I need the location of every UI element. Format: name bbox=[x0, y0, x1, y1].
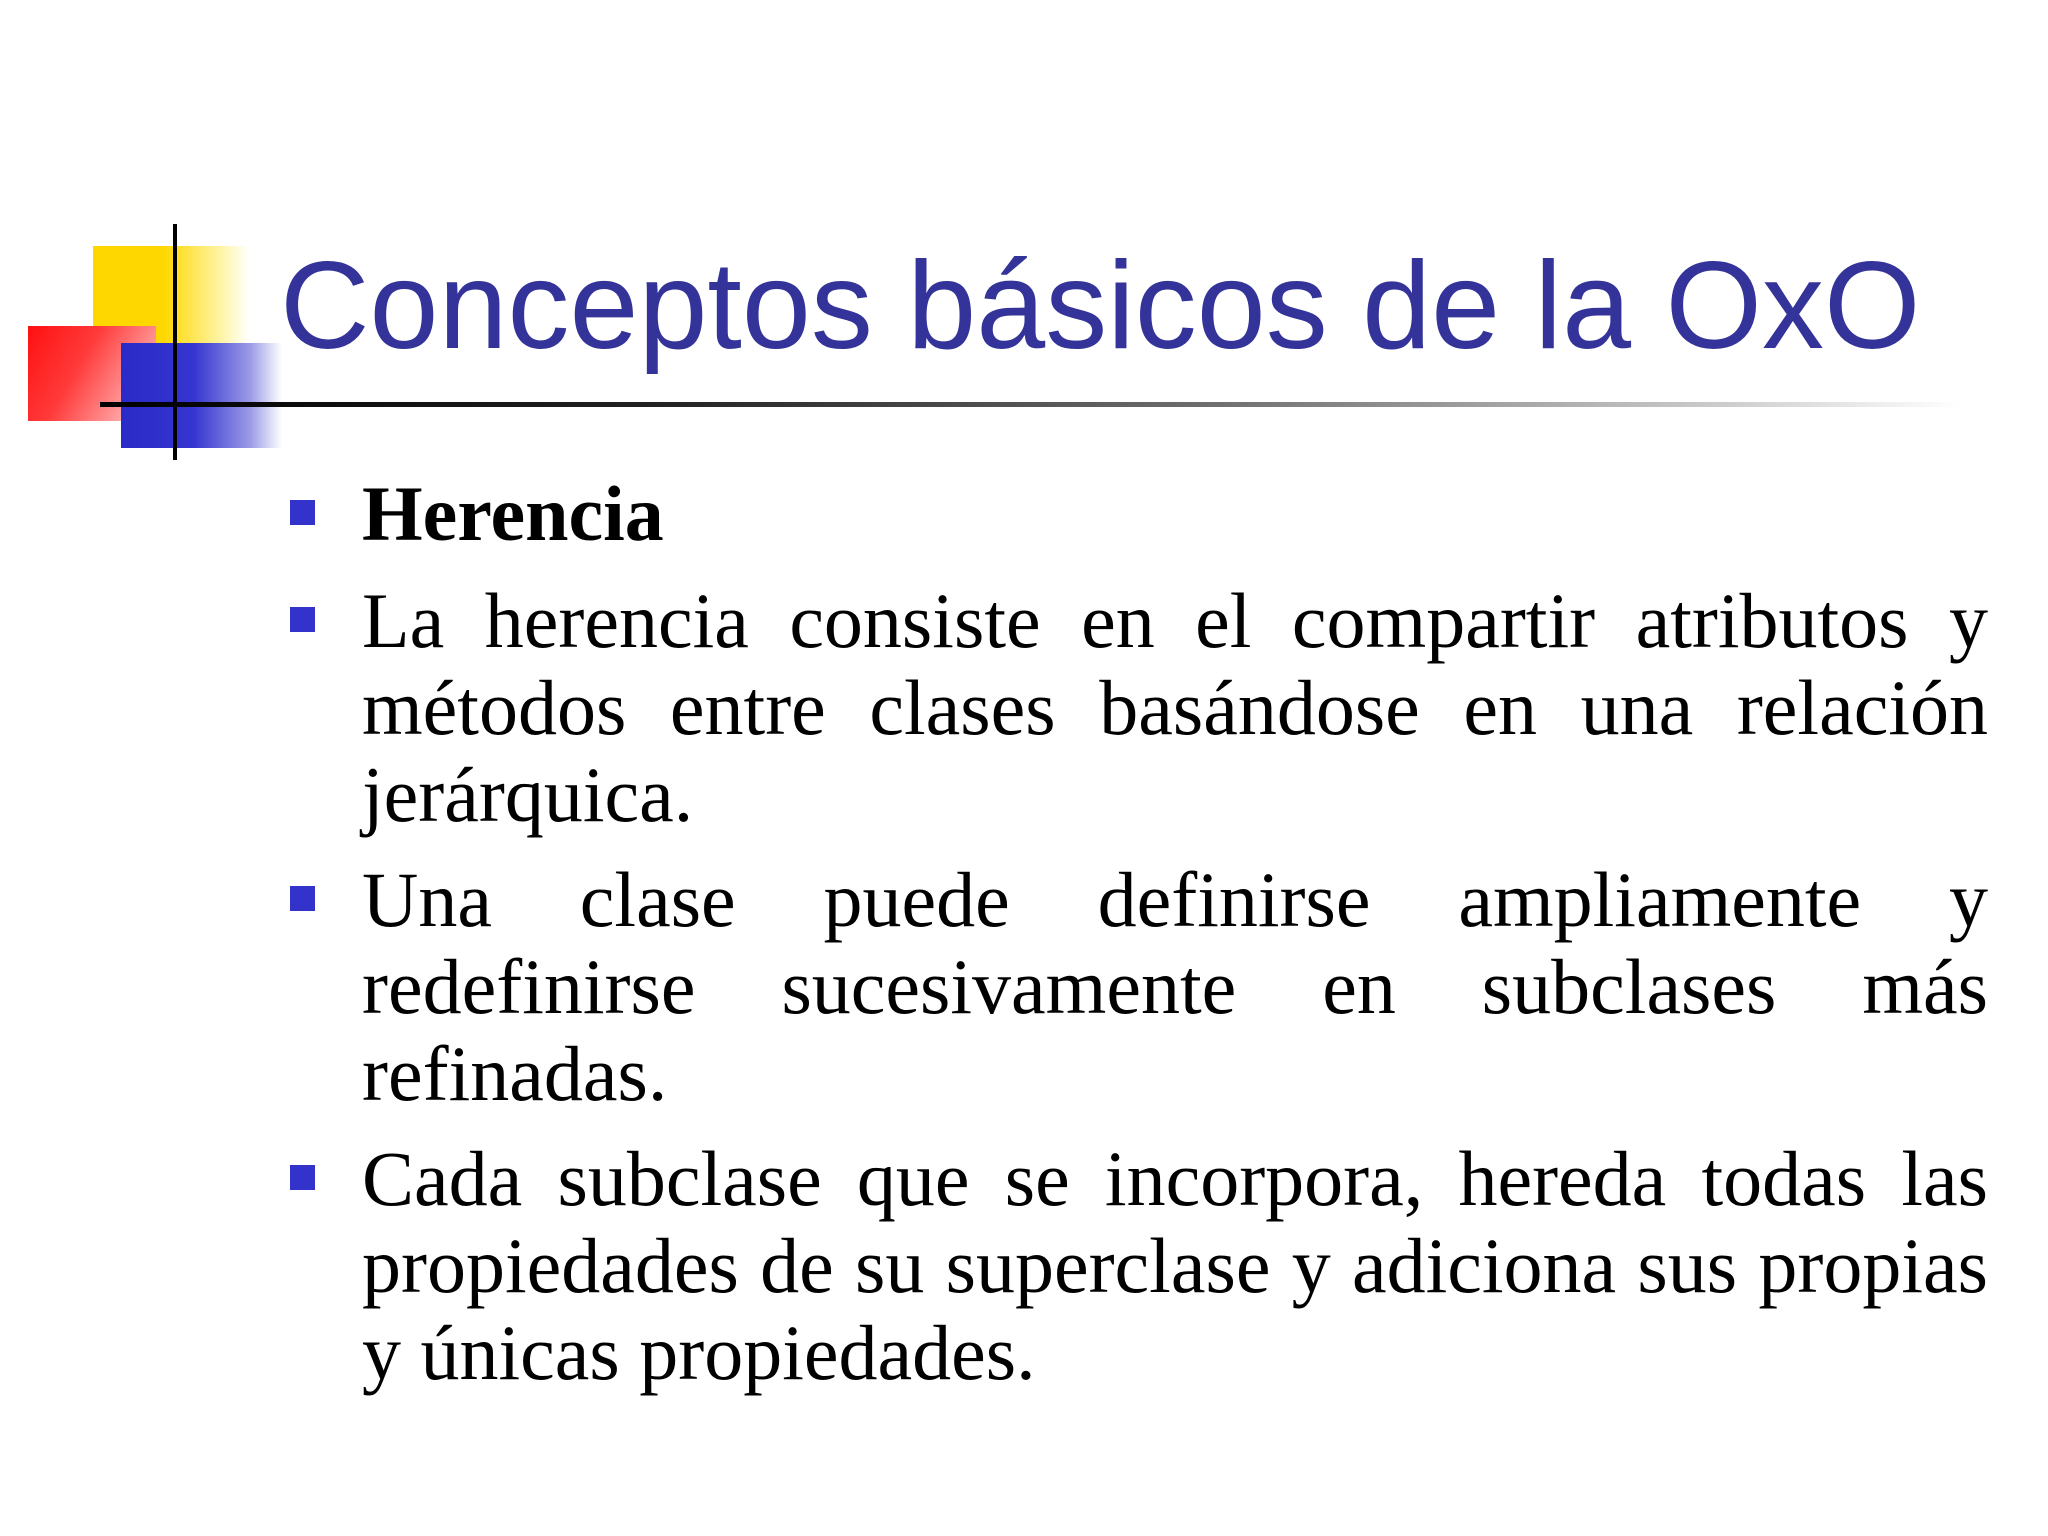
bullet-text: La herencia consiste en el compartir atributos y métodos entre clases basándose en una relación jerárquica. bbox=[362, 577, 1988, 838]
bullet-item bbox=[288, 577, 1988, 838]
square-bullet-icon bbox=[290, 1165, 315, 1190]
bullet-item bbox=[288, 856, 1988, 1117]
square-bullet-icon bbox=[290, 886, 315, 911]
bullet-text: Cada subclase que se incorpora, hereda todas las propiedades de su superclase y adiciona sus propias y únicas propiedades. bbox=[362, 1135, 1988, 1396]
bullet-list bbox=[288, 470, 1988, 1414]
bullet-item-heading bbox=[288, 470, 1988, 557]
square-bullet-icon bbox=[290, 607, 315, 632]
slide-title: Conceptos básicos de la OxO bbox=[280, 237, 1921, 375]
square-bullet-icon bbox=[290, 500, 315, 525]
bullet-text: Herencia bbox=[362, 470, 664, 557]
bullet-text: Una clase puede definirse ampliamente y redefinirse sucesivamente en subclases más refinadas. bbox=[362, 856, 1988, 1117]
blue-square-decoration bbox=[121, 343, 282, 448]
vertical-rule bbox=[173, 224, 177, 460]
title-underline-rule bbox=[100, 402, 1960, 407]
decorative-logo bbox=[0, 0, 300, 480]
bullet-item bbox=[288, 1135, 1988, 1396]
